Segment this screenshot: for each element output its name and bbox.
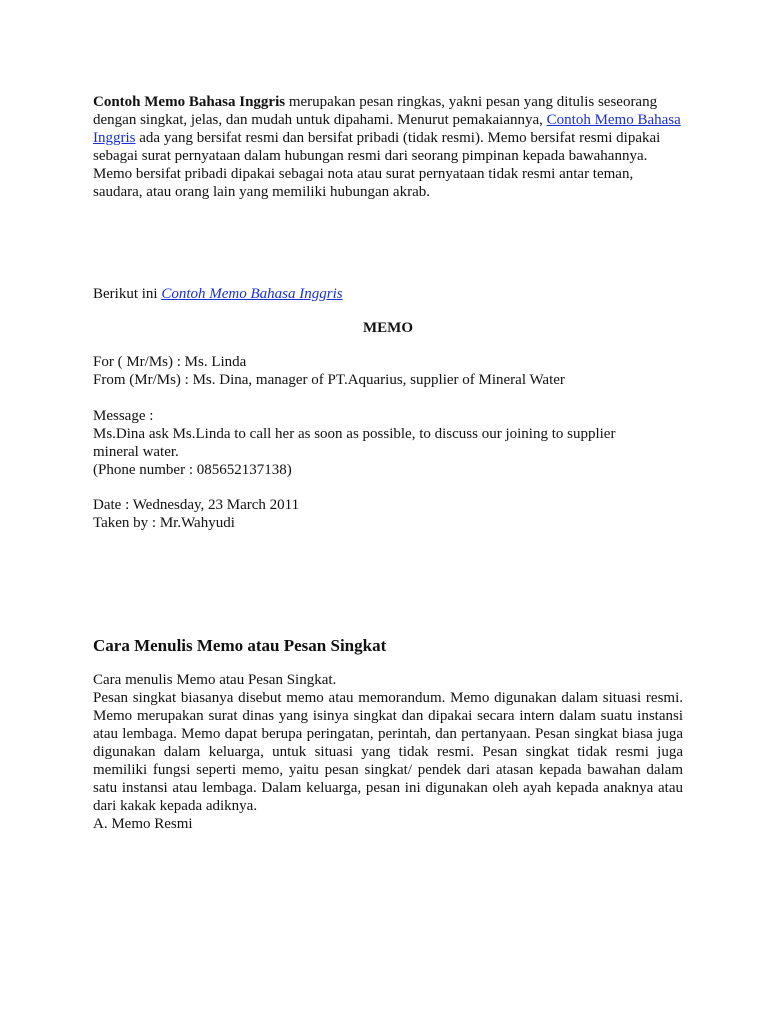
intro-paragraph	[93, 93, 683, 201]
section-paragraph: Pesan singkat biasanya disebut memo atau memorandum. Memo digunakan dalam situasi resmi. Memo merupakan surat dinas yang isinya singkat dan dipakai secara intern dalam suatu instansi atau lembaga. Memo dapat berupa peringatan, perintah, dan pertanyaan. Pesan singkat biasa juga digunakan dalam keluarga, untuk situasi yang tidak resmi. Pesan singkat tidak resmi juga memiliki fungsi seperti memo, yaitu pesan singkat/ pendek dari atasan kepada bawahan dalam satu instansi atau lembaga. Dalam keluarga, pesan ini digunakan oleh ayah kepada anaknya atau dari kakak kepada adiknya.	[93, 690, 683, 814]
memo-footer	[93, 496, 683, 532]
memo-from-line: From (Mr/Ms) : Ms. Dina, manager of PT.Aquarius, supplier of Mineral Water	[93, 372, 565, 388]
section	[93, 636, 683, 656]
memo-date-line: Date : Wednesday, 23 March 2011	[93, 497, 300, 513]
section-line-1: Cara menulis Memo atau Pesan Singkat.	[93, 672, 337, 688]
section-heading: Cara Menulis Memo atau Pesan Singkat	[93, 636, 387, 655]
memo-phone: (Phone number : 085652137138)	[93, 462, 292, 478]
intro-bold-lead: Contoh Memo Bahasa Inggris	[93, 94, 286, 110]
section-body	[93, 671, 683, 833]
intro-text-part-1: merupakan pesan ringkas, yakni pesan yang ditulis seseorang dengan singkat, jelas, dan mudah untuk dipahami. Menurut pemakaiannya,	[93, 94, 658, 128]
memo-message	[93, 407, 653, 479]
section-item-a: A. Memo Resmi	[93, 816, 193, 832]
berikut-text	[93, 285, 683, 303]
berikut-line	[93, 285, 683, 303]
berikut-link-contoh-memo[interactable]: Contoh Memo Bahasa Inggris	[161, 286, 343, 302]
memo-recipients	[93, 353, 683, 389]
berikut-label: Berikut ini	[93, 286, 162, 302]
intro-text-part-2: ada yang bersifat resmi dan bersifat pribadi (tidak resmi). Memo bersifat resmi dipakai sebagai surat pernyataan dalam hubungan resmi dari seorang pimpinan kepada bawahannya. Memo bersifat pribadi dipakai sebagai nota atau surat pernyataan tidak resmi antar teman, saudara, atau orang lain yang memiliki hubungan akrab.	[93, 130, 661, 200]
intro-link-contoh-memo[interactable]: Contoh Memo Bahasa Inggris	[93, 112, 681, 146]
memo-taken-by: Taken by : Mr.Wahyudi	[93, 515, 235, 531]
memo-for-line: For ( Mr/Ms) : Ms. Linda	[93, 354, 247, 370]
memo-message-label: Message :	[93, 408, 154, 424]
memo-message-body: Ms.Dina ask Ms.Linda to call her as soon as possible, to discuss our joining to supplier mineral water.	[93, 426, 616, 460]
intro-text	[93, 93, 683, 201]
memo-heading: MEMO	[363, 320, 413, 336]
